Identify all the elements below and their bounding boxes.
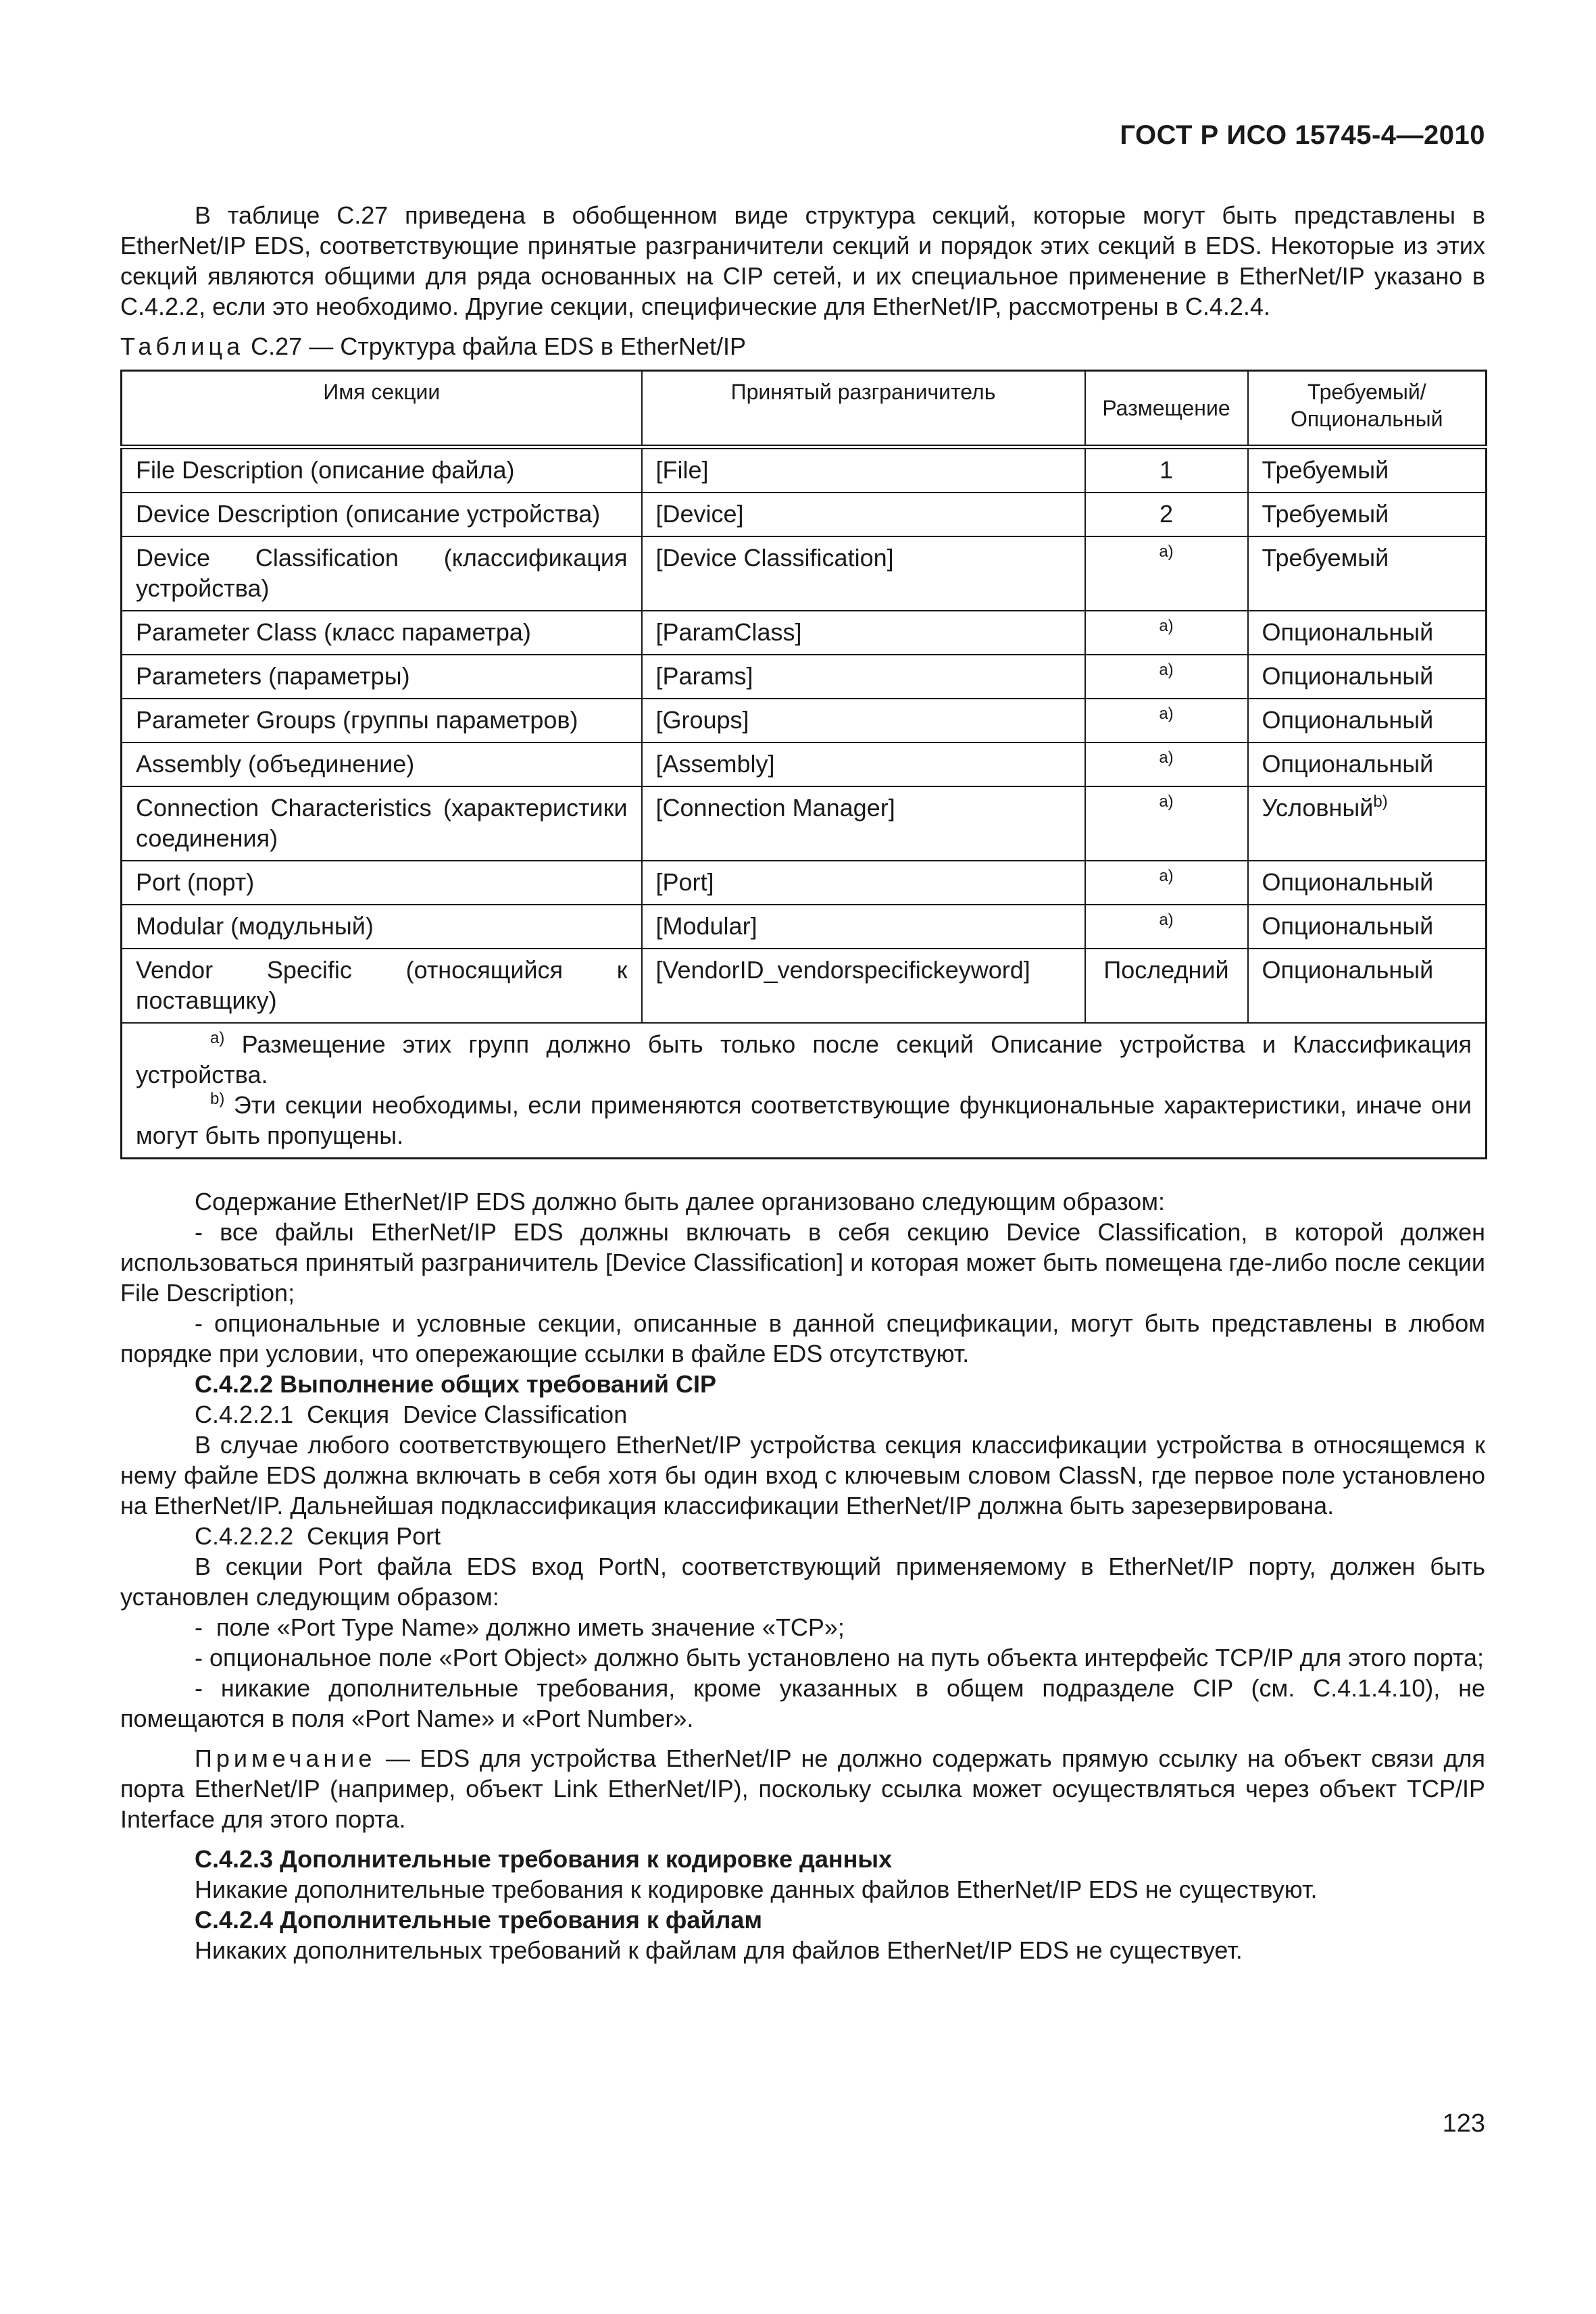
cell-section-name: Modular (модульный) (122, 905, 642, 949)
table-row (122, 905, 1487, 949)
required-value: Опциональный (1262, 868, 1434, 896)
body-paragraph-5: В секции Port файла EDS вход PortN, соответствующий применяемому в EtherNet/IP порту, должен быть установлен следующим образом: (120, 1553, 1485, 1611)
cell-delimiter: [ParamClass] (642, 611, 1085, 655)
table-notes (122, 1023, 1487, 1159)
placement-footnote-mark: a) (1159, 867, 1174, 885)
cell-section-name: Parameters (параметры) (122, 655, 642, 699)
table-row (122, 786, 1487, 861)
cell-required (1248, 949, 1487, 1023)
body-paragraph-6: - поле «Port Type Name» должно иметь значение «TCP»; (195, 1613, 845, 1641)
cell-delimiter: [Port] (642, 861, 1085, 905)
table-row (122, 743, 1487, 786)
table-notes-row (122, 1023, 1487, 1159)
cell-delimiter: [Groups] (642, 699, 1085, 743)
required-value: Условный (1262, 794, 1374, 822)
header-required: Требуемый/ Опциональный (1248, 371, 1487, 447)
table-row (122, 655, 1487, 699)
cell-delimiter: [Assembly] (642, 743, 1085, 786)
table-caption-label: Таблица (120, 332, 245, 360)
cell-required (1248, 786, 1487, 861)
cell-placement (1085, 905, 1248, 949)
cell-section-name: Device Classification (классификация устройства) (122, 536, 642, 611)
table-row (122, 536, 1487, 611)
table-notes-cell (122, 1023, 1487, 1159)
table-caption (120, 331, 1485, 361)
section-heading-c422: С.4.2.2 Выполнение общих требований CIP (195, 1370, 717, 1398)
cell-delimiter: [Params] (642, 655, 1085, 699)
intro-paragraph: В таблице С.27 приведена в обобщенном виде структура секций, которые могут быть представлены в EtherNet/IP EDS, соответствующие принятые разграничители секций и порядок этих секций в EDS. Некоторые из этих секций являются общими для ряда основанных на CIP сетей, и их специальное применение в EtherNet/IP указано в С.4.2.2, если это необходимо. Другие секции, специфические для EtherNet/IP, рассмотрены в С.4.2.4. (120, 201, 1485, 320)
placement-footnote-mark: a) (1159, 749, 1174, 767)
table-body (122, 447, 1487, 1024)
section-heading-c423: С.4.2.3 Дополнительные требования к кодировке данных (195, 1845, 893, 1873)
note-b-text: Эти секции необходимы, если применяются соответствующие функциональные характеристики, иначе они могут быть пропущены. (136, 1091, 1472, 1149)
placement-footnote-mark: a) (1159, 543, 1174, 561)
cell-section-name: Vendor Specific (относящийся к поставщику) (122, 949, 642, 1023)
header-placement: Размещение (1085, 371, 1248, 447)
note-a-mark: a) (210, 1029, 225, 1047)
note-text: — EDS для устройства EtherNet/IP не должно содержать прямую ссылку на объект связи для порта EtherNet/IP (например, объект Link EtherNet/IP), поскольку ссылка может осуществляться через объект TCP/IP Interface для этого порта. (120, 1744, 1485, 1833)
cell-section-name: Assembly (объединение) (122, 743, 642, 786)
standard-code: ГОСТ Р ИСО 15745-4—2010 (1120, 120, 1485, 150)
page-content (120, 200, 1485, 1965)
body-section (120, 1186, 1485, 1965)
required-value: Требуемый (1262, 500, 1389, 528)
placement-footnote-mark: a) (1159, 661, 1174, 679)
table-note-a (136, 1029, 1472, 1090)
table-note-b (136, 1090, 1472, 1151)
cell-required (1248, 655, 1487, 699)
cell-required (1248, 493, 1487, 536)
cell-delimiter: [VendorID_vendorspecifickeyword] (642, 949, 1085, 1023)
table-row (122, 699, 1487, 743)
required-value: Опциональный (1262, 912, 1434, 940)
subsection-heading-c4221: С.4.2.2.1 Секция Device Classification (195, 1401, 628, 1428)
body-paragraph-4: В случае любого соответствующего EtherNet/IP устройства секция классификации устройства в относящемся к нему файле EDS должна включать в себя хотя бы один вход с ключевым словом ClassN, где первое поле установлено на EtherNet/IP. Дальнейшая подклассификация классификации EtherNet/IP должна быть зарезервирована. (120, 1431, 1485, 1519)
cell-section-name: Device Description (описание устройства) (122, 493, 642, 536)
cell-required (1248, 536, 1487, 611)
placement-value: 2 (1159, 500, 1174, 528)
cell-section-name: Connection Characteristics (характеристики соединения) (122, 786, 642, 861)
cell-section-name: File Description (описание файла) (122, 447, 642, 493)
required-value: Требуемый (1262, 544, 1389, 572)
table-row (122, 949, 1487, 1023)
required-footnote-mark: b) (1373, 793, 1388, 811)
note-b-mark: b) (210, 1090, 225, 1108)
body-paragraph-2: - все файлы EtherNet/IP EDS должны включать в себя секцию Device Classification, в которой должен использоваться принятый разграничитель [Device Classification] и которая может быть помещена где-либо после секции File Description; (120, 1218, 1485, 1307)
eds-structure-table (120, 370, 1487, 1159)
cell-section-name: Parameter Groups (группы параметров) (122, 699, 642, 743)
required-value: Опциональный (1262, 706, 1434, 734)
cell-section-name: Port (порт) (122, 861, 642, 905)
cell-required (1248, 861, 1487, 905)
placement-footnote-mark: a) (1159, 793, 1174, 811)
cell-required (1248, 611, 1487, 655)
cell-placement (1085, 493, 1248, 536)
required-value: Опциональный (1262, 662, 1434, 690)
placement-footnote-mark: a) (1159, 617, 1174, 635)
table-row (122, 447, 1487, 493)
subsection-heading-c4222: С.4.2.2.2 Секция Port (195, 1522, 441, 1550)
cell-required (1248, 905, 1487, 949)
required-value: Опциональный (1262, 956, 1434, 984)
header-section-name: Имя секции (122, 371, 642, 447)
cell-placement (1085, 949, 1248, 1023)
cell-section-name: Parameter Class (класс параметра) (122, 611, 642, 655)
cell-delimiter: [File] (642, 447, 1085, 493)
body-paragraph-7: - опциональное поле «Port Object» должно быть установлено на путь объекта интерфейс TCP/IP для этого порта; (195, 1644, 1485, 1671)
placement-footnote-mark: a) (1159, 911, 1174, 929)
section-heading-c424: С.4.2.4 Дополнительные требования к файлам (195, 1906, 763, 1934)
cell-delimiter: [Modular] (642, 905, 1085, 949)
cell-required (1248, 743, 1487, 786)
cell-required (1248, 447, 1487, 493)
cell-placement (1085, 861, 1248, 905)
cell-placement (1085, 536, 1248, 611)
cell-required (1248, 699, 1487, 743)
note-a-text: Размещение этих групп должно быть только после секций Описание устройства и Классификация устройства. (136, 1030, 1472, 1088)
placement-value: Последний (1103, 956, 1229, 984)
cell-placement (1085, 786, 1248, 861)
table-row (122, 611, 1487, 655)
cell-placement (1085, 743, 1248, 786)
body-paragraph-10: Никаких дополнительных требований к файлам для файлов EtherNet/IP EDS не существует. (195, 1936, 1243, 1964)
table-row (122, 861, 1487, 905)
cell-placement (1085, 655, 1248, 699)
page-number: 123 (1442, 2109, 1485, 2138)
body-paragraph-1: Содержание EtherNet/IP EDS должно быть далее организовано следующим образом: (195, 1188, 1165, 1215)
placement-footnote-mark: a) (1159, 705, 1174, 723)
cell-placement (1085, 447, 1248, 493)
table-header-row (122, 371, 1487, 447)
required-value: Опциональный (1262, 618, 1434, 646)
note-paragraph (120, 1743, 1485, 1834)
cell-delimiter: [Device] (642, 493, 1085, 536)
table-row (122, 493, 1487, 536)
cell-delimiter: [Connection Manager] (642, 786, 1085, 861)
placement-value: 1 (1159, 456, 1174, 484)
cell-delimiter: [Device Classification] (642, 536, 1085, 611)
body-paragraph-9: Никакие дополнительные требования к кодировке данных файлов EtherNet/IP EDS не существуют. (195, 1876, 1318, 1903)
note-label: Примечание (195, 1744, 376, 1772)
cell-placement (1085, 611, 1248, 655)
header-delimiter: Принятый разграничитель (642, 371, 1085, 447)
cell-placement (1085, 699, 1248, 743)
body-paragraph-3: - опциональные и условные секции, описанные в данной спецификации, могут быть представлены в любом порядке при условии, что опережающие ссылки в файле EDS отсутствуют. (120, 1309, 1485, 1367)
required-value: Требуемый (1262, 456, 1389, 484)
table-caption-text: С.27 — Структура файла EDS в EtherNet/IP (244, 332, 747, 360)
body-paragraph-8: - никакие дополнительные требования, кроме указанных в общем подразделе CIP (см. С.4.1.4.10), не помещаются в поля «Port Name» и «Port Number». (120, 1674, 1485, 1732)
required-value: Опциональный (1262, 750, 1434, 778)
